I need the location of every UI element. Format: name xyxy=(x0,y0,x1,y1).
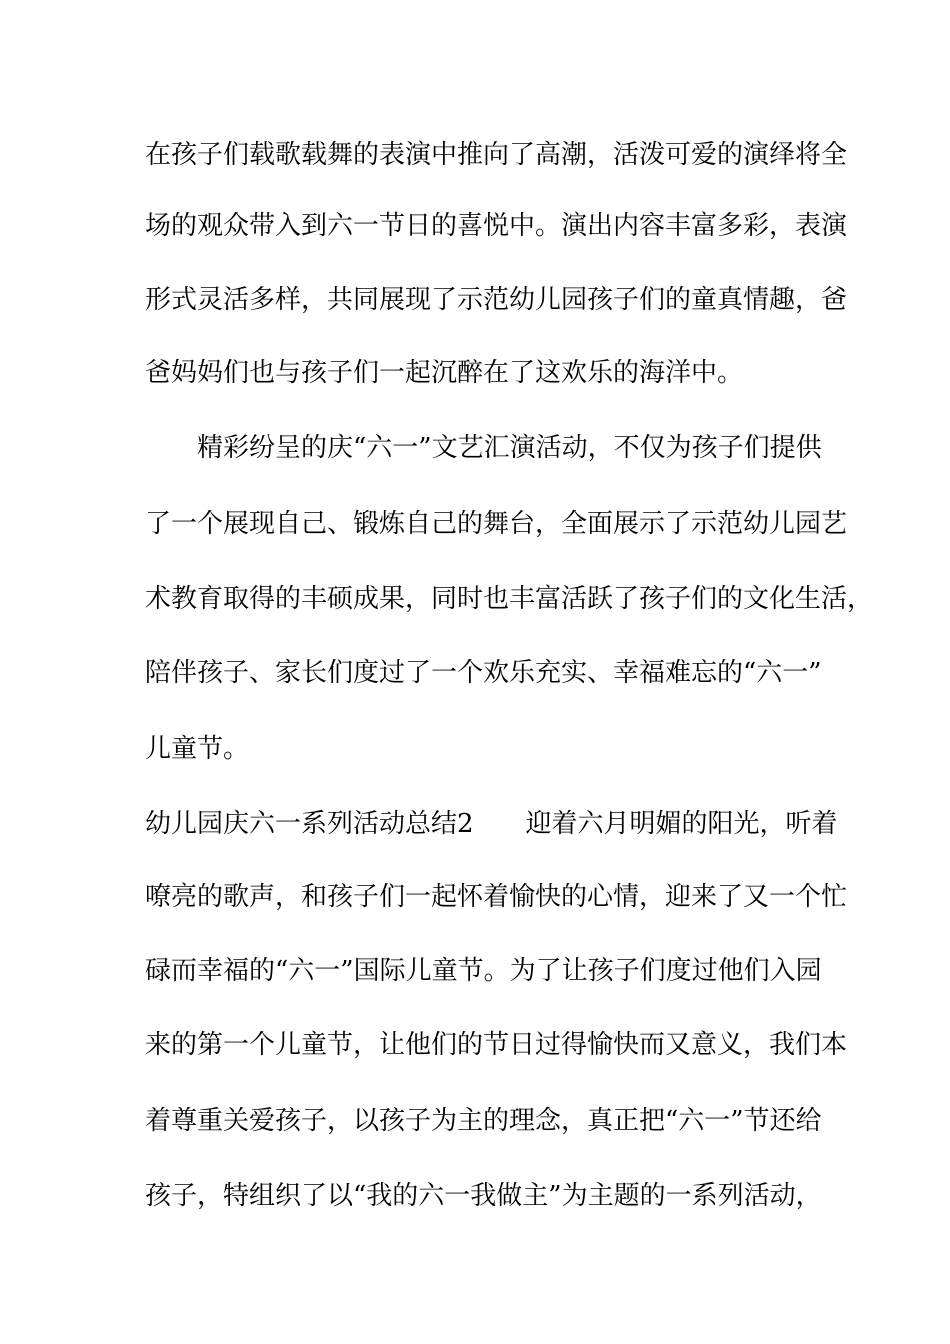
text-line: 爸妈妈们也与孩子们一起沉醉在了这欢乐的海洋中。 xyxy=(145,358,744,388)
text-line: 在孩子们载歌载舞的表演中推向了高潮，活泼可爱的演绎将全 xyxy=(145,140,848,170)
text-line: 场的观众带入到六一节日的喜悦中。演出内容丰富多彩，表演 xyxy=(145,211,848,241)
text-line: 陪伴孩子、家长们度过了一个欢乐充实、幸福难忘的“六一” xyxy=(145,658,822,688)
text-line: 嘹亮的歌声，和孩子们一起怀着愉快的心情，迎来了又一个忙 xyxy=(145,882,848,912)
text-line: 儿童节。 xyxy=(145,734,250,764)
text-line: 着尊重关爱孩子，以孩子为主的理念，真正把“六一”节还给 xyxy=(145,1106,822,1136)
text-line: 孩子，特组织了以“我的六一我做主”为主题的一系列活动， xyxy=(145,1181,822,1211)
text-line: 幼儿园庆六一系列活动总结2 迎着六月明媚的阳光，听着 xyxy=(145,809,838,839)
text-line: 术教育取得的丰硕成果，同时也丰富活跃了孩子们的文化生活， xyxy=(145,584,874,614)
text-line: 碌而幸福的“六一”国际儿童节。为了让孩子们度过他们入园 xyxy=(145,956,822,986)
text-line: 形式灵活多样，共同展现了示范幼儿园孩子们的童真情趣，爸 xyxy=(145,285,848,315)
text-line: 精彩纷呈的庆“六一”文艺汇演活动，不仅为孩子们提供 xyxy=(145,433,822,463)
text-line: 了一个展现自己、锻炼自己的舞台，全面展示了示范幼儿园艺 xyxy=(145,509,848,539)
text-line: 来的第一个儿童节，让他们的节日过得愉快而又意义，我们本 xyxy=(145,1030,848,1060)
